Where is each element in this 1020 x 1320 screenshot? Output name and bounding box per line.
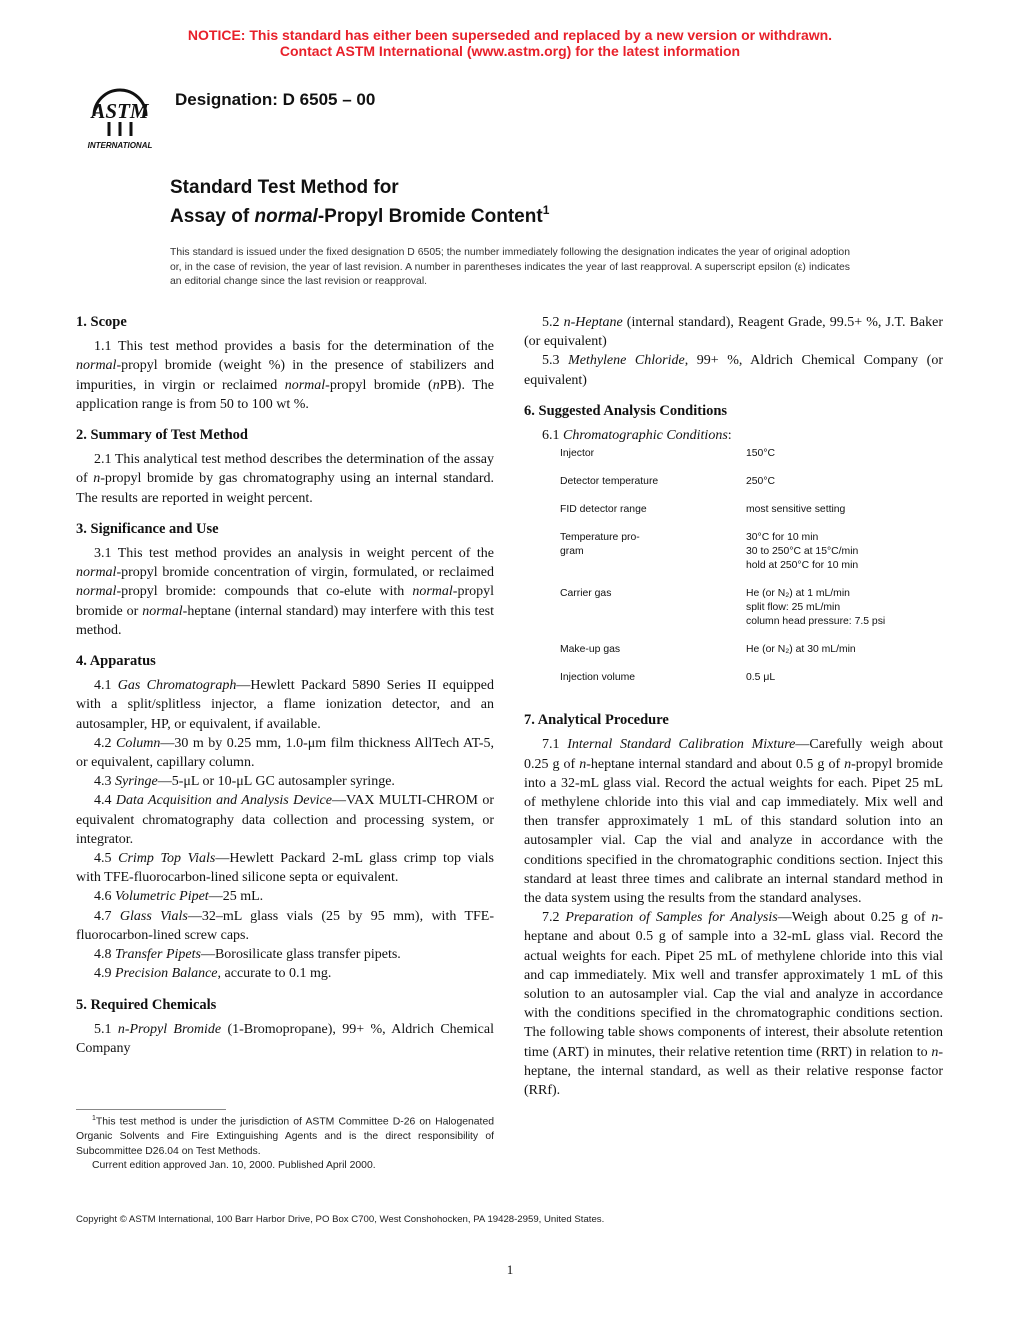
apparatus-item: 4.6 Volumetric Pipet—25 mL. xyxy=(94,889,264,905)
apparatus-item: 4.8 Transfer Pipets—Borosilicate glass transfer pipets. xyxy=(94,947,401,963)
designation: Designation: D 6505 – 00 xyxy=(175,90,376,109)
condition-row xyxy=(560,531,940,587)
apparatus-item: 4.7 Glass Vials—32–mL glass vials (25 by 95 mm), with TFE-fluorocarbon-lined screw caps. xyxy=(76,908,495,943)
condition-key: Carrier gas xyxy=(560,588,612,600)
footnotes xyxy=(76,1109,494,1174)
copyright: Copyright © ASTM International, 100 Barr Harbor Drive, PO Box C700, West Conshohocken, PA 19428-2959, United States. xyxy=(76,1214,605,1225)
conditions-intro: 6.1 Chromatographic Conditions: xyxy=(542,428,732,444)
right-column xyxy=(524,313,943,1100)
significance-paragraph: 3.1 This test method provides an analysis in weight percent of the normal-propyl bromide concentration of virgin, formulated, or reclaimed normal-propyl bromide: compounds that co-elute with normal-propyl bromide or normal-heptane (internal standard) may interfere with this test method. xyxy=(76,546,494,638)
standard-intro: This standard is issued under the fixed designation D 6505; the number immediately following the designation indicates the year of original adoption or, in the case of revision, the year of last revision. A number in parentheses indicates the year of last reapproval. A superscript epsilon (ε) indicates an editorial change since the last revision or reapproval. xyxy=(170,247,850,288)
condition-row xyxy=(560,587,940,643)
left-column xyxy=(76,313,494,1058)
chemical-item: 5.3 Methylene Chloride, 99+ %, Aldrich Chemical Company (or equivalent) xyxy=(524,353,944,388)
condition-key: Injection volume xyxy=(560,672,636,684)
apparatus-item: 4.5 Crimp Top Vials—Hewlett Packard 2-mL glass crimp top vials with TFE-fluorocarbon-lined silicone septa or equivalent. xyxy=(76,851,494,886)
condition-value: 0.5 μL xyxy=(746,672,776,684)
footnote-1: $^1$This test method is under the jurisdiction of ASTM Committee D-26 on Halogenated Organic Solvents and Fire Extinguishing Agents and is the direct responsibility of Subcommittee D26.04 on Test Methods. xyxy=(76,1115,494,1157)
condition-value: He (or N₂) at 1 mL/min split flow: 25 mL/min column head pressure: 7.5 psi xyxy=(746,588,886,628)
condition-row xyxy=(560,475,940,503)
title-line-2: Assay of normal-Propyl Bromide Content$^1$ xyxy=(170,203,550,227)
condition-row xyxy=(560,643,940,671)
procedure-paragraph-1: 7.1 Internal Standard Calibration Mixture—Carefully weigh about 0.25 g of n-heptane internal standard and about 0.5 g of n-propyl bromide into a 32-mL glass vial. Record the actual weights for each. Pipet 25 mL of methylene chloride into this vial and cap immediately. Mix well and then transfer approximately 1 mL of this standard solution into an autosampler vial. Cap the vial and analyze in accordance with the conditions specified in the chromatographic conditions section. Inject this standard at least three times and calibrate an internal standard method in the data system using the results from the standard analyses. xyxy=(524,737,944,907)
condition-value: He (or N₂) at 30 mL/min xyxy=(746,644,856,656)
condition-value: 30°C for 10 min 30 to 250°C at 15°C/min hold at 250°C for 10 min xyxy=(746,532,859,572)
scope-paragraph: 1.1 This test method provides a basis for the determination of the normal-propyl bromide (weight %) in the presence of stabilizers and impurities, in virgin or reclaimed normal-propyl bromide (nPB). The application range is from 50 to 100 wt %. xyxy=(76,339,494,412)
summary-paragraph: 2.1 This analytical test method describes the determination of the assay of n-propyl bromide by gas chromatography using an internal standard. The results are reported in weight percent. xyxy=(76,452,495,506)
notice-line-1: NOTICE: This standard has either been superseded and replaced by a new version or withdrawn. xyxy=(187,27,833,43)
logo-caption: INTERNATIONAL xyxy=(87,141,153,150)
apparatus-heading: 4. Apparatus xyxy=(76,653,156,670)
page-number: 1 xyxy=(506,1262,514,1277)
conditions-heading: 6. Suggested Analysis Conditions xyxy=(524,402,728,419)
apparatus-item: 4.1 Gas Chromatograph—Hewlett Packard 5890 Series II equipped with a split/splitless injector, a flame ionization detector, and an autosampler, HP, or equivalent, if available. xyxy=(76,678,495,732)
condition-value: most sensitive setting xyxy=(746,504,846,516)
procedure-paragraph-2: 7.2 Preparation of Samples for Analysis—Weigh about 0.25 g of n-heptane and about 0.5 g of sample into a 32-mL glass vial. Record the actual weights for each. Pipet 25 mL of methylene chloride into this vial and cap immediately. Mix well and transfer approximately 1 mL of this solution to an autosampler vial. Cap the vial and analyze in accordance with the conditions specified in the chromatographic conditions section. The following table shows components of interest, their absolute retention time (ART) in minutes, their relative retention time (RRT) in relation to n-heptane, the internal standard, as well as their relative response factor (RRf). xyxy=(524,910,944,1099)
condition-key: Injector xyxy=(560,448,595,460)
withdrawn-notice xyxy=(0,27,1020,59)
apparatus-item: 4.3 Syringe—5-μL or 10-μL GC autosampler syringe. xyxy=(94,774,395,790)
procedure-heading: 7. Analytical Procedure xyxy=(524,712,669,729)
condition-key: Detector temperature xyxy=(560,476,659,488)
apparatus-item: 4.2 Column—30 m by 0.25 mm, 1.0-μm film thickness AllTech AT-5, or equivalent, capillary column. xyxy=(76,735,494,771)
scope-heading: 1. Scope xyxy=(76,314,127,330)
astm-international-logo-icon xyxy=(76,76,162,152)
footnote-divider xyxy=(76,1109,226,1110)
apparatus-item: 4.9 Precision Balance, accurate to 0.1 mg. xyxy=(94,966,332,982)
summary-heading: 2. Summary of Test Method xyxy=(76,427,248,444)
condition-row xyxy=(560,447,940,475)
document-title xyxy=(170,176,549,228)
condition-value: 250°C xyxy=(746,476,775,488)
chemical-item: 5.1 n-Propyl Bromide (1-Bromopropane), 99+ %, Aldrich Chemical Company xyxy=(76,1021,494,1056)
title-footnote-mark: 1 xyxy=(542,203,550,217)
significance-heading: 3. Significance and Use xyxy=(76,520,219,537)
chemical-item: 5.2 n-Heptane (internal standard), Reagent Grade, 99.5+ %, J.T. Baker (or equivalent) xyxy=(524,315,944,350)
condition-row xyxy=(560,503,940,531)
footnote-2: Current edition approved Jan. 10, 2000. Published April 2000. xyxy=(92,1160,376,1172)
condition-value: 150°C xyxy=(746,448,775,460)
apparatus-item: 4.4 Data Acquisition and Analysis Device—VAX MULTI-CHROM or equivalent chromatography data collection and processing system, or integrator. xyxy=(76,793,495,847)
condition-row xyxy=(560,671,940,699)
logo-letters: ASTM xyxy=(91,99,149,123)
notice-line-2: Contact ASTM International (www.astm.org) for the latest information xyxy=(279,43,741,59)
condition-key: FID detector range xyxy=(560,504,647,516)
chromatographic-conditions-table xyxy=(560,447,940,699)
chemicals-heading: 5. Required Chemicals xyxy=(76,996,217,1013)
title-line-1: Standard Test Method for xyxy=(170,177,399,198)
condition-key: Make-up gas xyxy=(560,644,621,656)
condition-key: Temperature pro- gram xyxy=(560,532,640,558)
